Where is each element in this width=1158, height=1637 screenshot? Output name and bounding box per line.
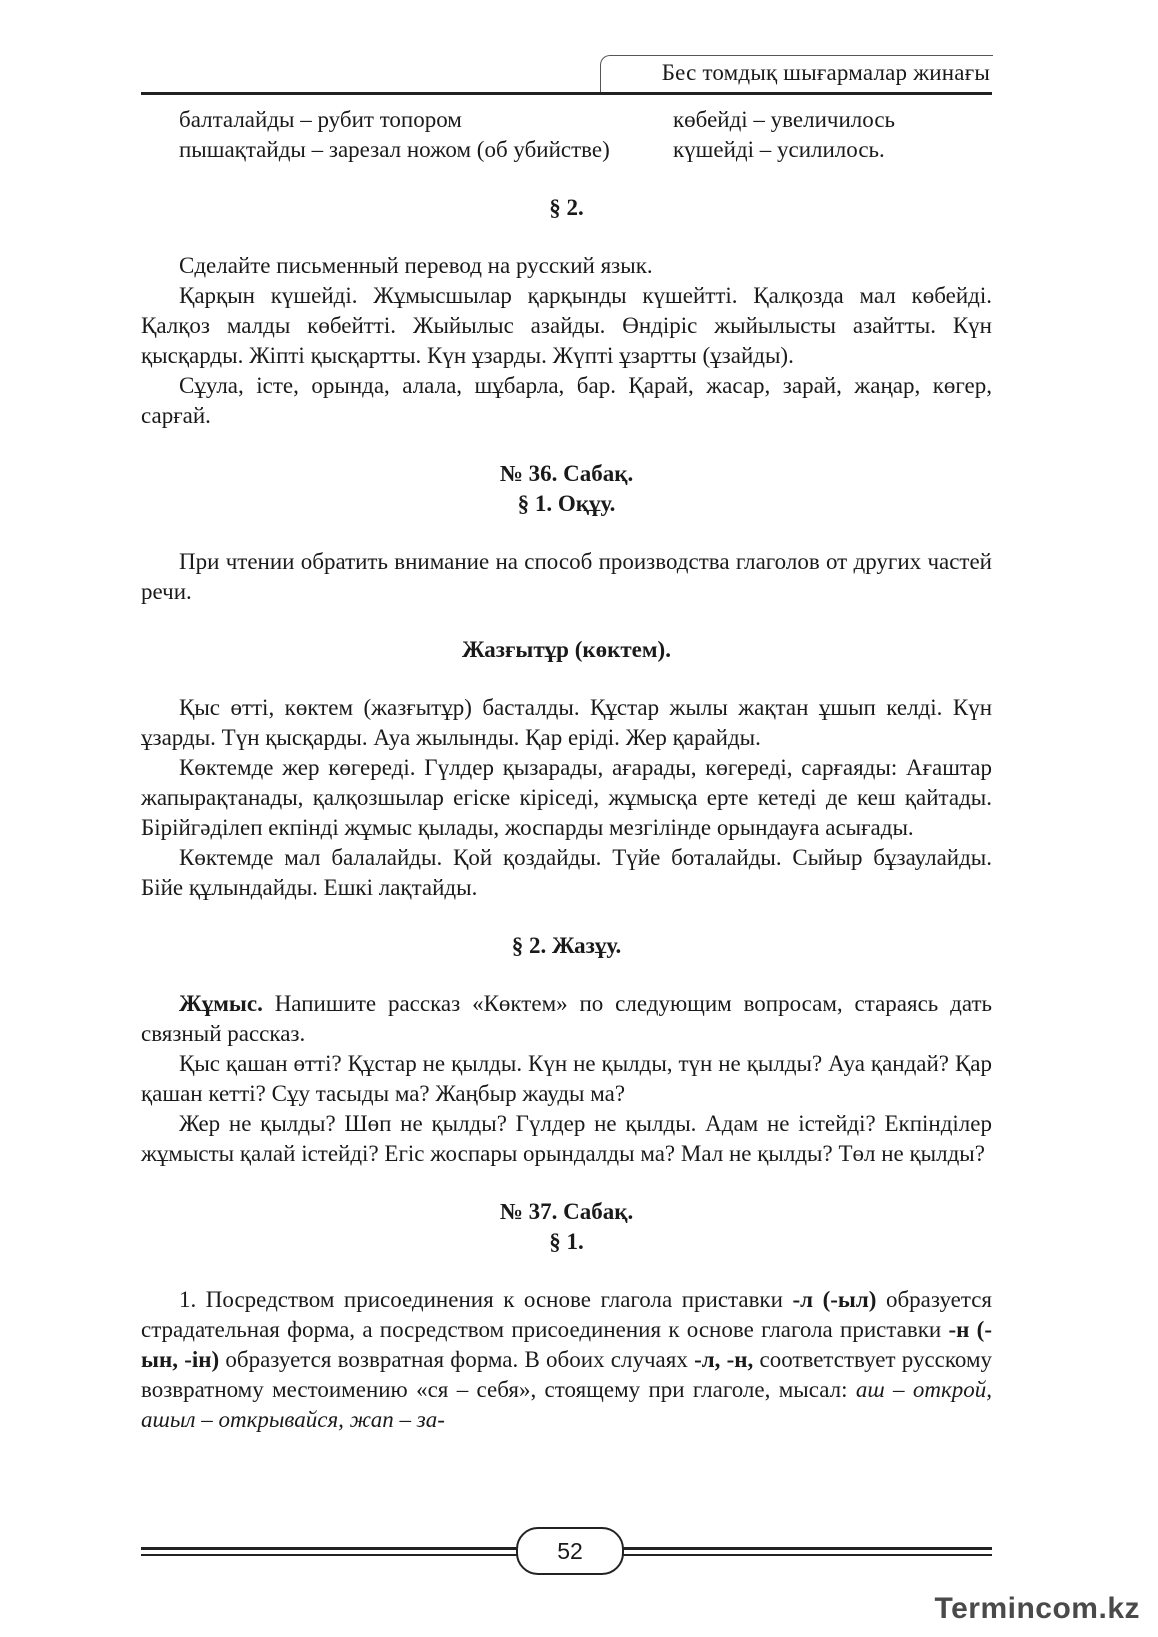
section-heading: § 2. Жазұу. [511,933,622,958]
vocab-right-1: көбейді – увеличилось [673,107,896,132]
vocab-table [141,105,992,165]
section-heading: § 2. [549,195,584,220]
vocab-left-2: пышақтайды – зарезал ножом (об убийстве) [179,137,610,162]
paragraph: При чтении обратить внимание на способ производства глаголов от других частей речи. [141,549,992,604]
running-header: Бес томдық шығармалар жинағы [661,60,990,85]
page-body [141,105,992,1435]
story-title: Жазғытұр (көктем). [462,637,671,662]
paragraph: Жұмыс. Напишите рассказ «Көктем» по следующим вопросам, стараясь дать связный рассказ. [141,991,992,1046]
lesson-title: № 36. Сабақ. [499,461,634,486]
vocab-right-2: күшейді – усилилось. [673,137,885,162]
paragraph: Сұула, істе, орында, алала, шұбарла, бар. Қарай, жасар, зарай, жаңар, көгер, сарғай. [141,373,992,428]
watermark-logo: Termincom.kz [934,1592,1140,1625]
header-rule [141,92,992,95]
paragraph: Жер не қылды? Шөп не қылды? Гүлдер не қылды. Адам не істейді? Екпінділер жұмысты қалай істейді? Егіс жоспары орындалды ма? Мал не қылды? Төл не қылды? [141,1111,992,1166]
vocab-left-1: балталайды – рубит топором [179,107,462,132]
paragraph: Көктемде жер көгереді. Гүлдер қызарады, ағарады, көгереді, сарғаяды: Ағаштар жапырақтанады, қалқозшылар егіске кіріседі, жұмысқа ерте кетеді де кеш қайтады. Бірійгәділеп екпінді жұмыс қылады, жоспарды мезгілінде орындауға асығады. [141,755,992,840]
paragraph: Сделайте письменный перевод на русский язык. [179,253,653,278]
lesson-subtitle: § 1. Оқұу. [517,491,616,516]
paragraph: Көктемде мал балалайды. Қой қоздайды. Түйе боталайды. Сыйыр бұзаулайды. Бійе құлындайды. Ешкі лақтайды. [141,845,992,900]
paragraph: Қарқын күшейді. Жұмысшылар қарқынды күшейтті. Қалқозда мал көбейді. Қалқоз малды көбейтті. Жыйылыс азайды. Өндіріс жыйылысты азайтты. Күн қысқарды. Жіпті қысқартты. Күн ұзарды. Жүпті ұзартты (ұзайды). [141,283,992,368]
paragraph: 1. Посредством присоединения к основе глагола приставки -л (-ыл) образуется страдательная форма, а посредством присоединения к основе глагола приставки -н (-ын, -ін) образуется возвратная форма. В обоих случаях -л, -н, соответствует русскому возвратному местоимению «ся – себя», стоящему при глаголе, мысал: аш – открой, ашыл – открывайся, жап – за- [141,1287,993,1432]
paragraph: Қыс өтті, көктем (жазғытұр) басталды. Құстар жылы жақтан ұшып келді. Күн ұзарды. Түн қысқарды. Ауа жылынды. Қар еріді. Жер қарайды. [141,695,992,750]
lesson-title: № 37. Сабақ. [499,1199,634,1224]
task-label: Жұмыс. [179,991,263,1016]
page-number: 52 [516,1527,624,1575]
lesson-subtitle: § 1. [549,1229,584,1254]
paragraph: Қыс қашан өтті? Құстар не қылды. Күн не қылды, түн не қылды? Ауа қандай? Қар қашан кетті? Сұу тасыды ма? Жаңбыр жауды ма? [141,1051,992,1106]
